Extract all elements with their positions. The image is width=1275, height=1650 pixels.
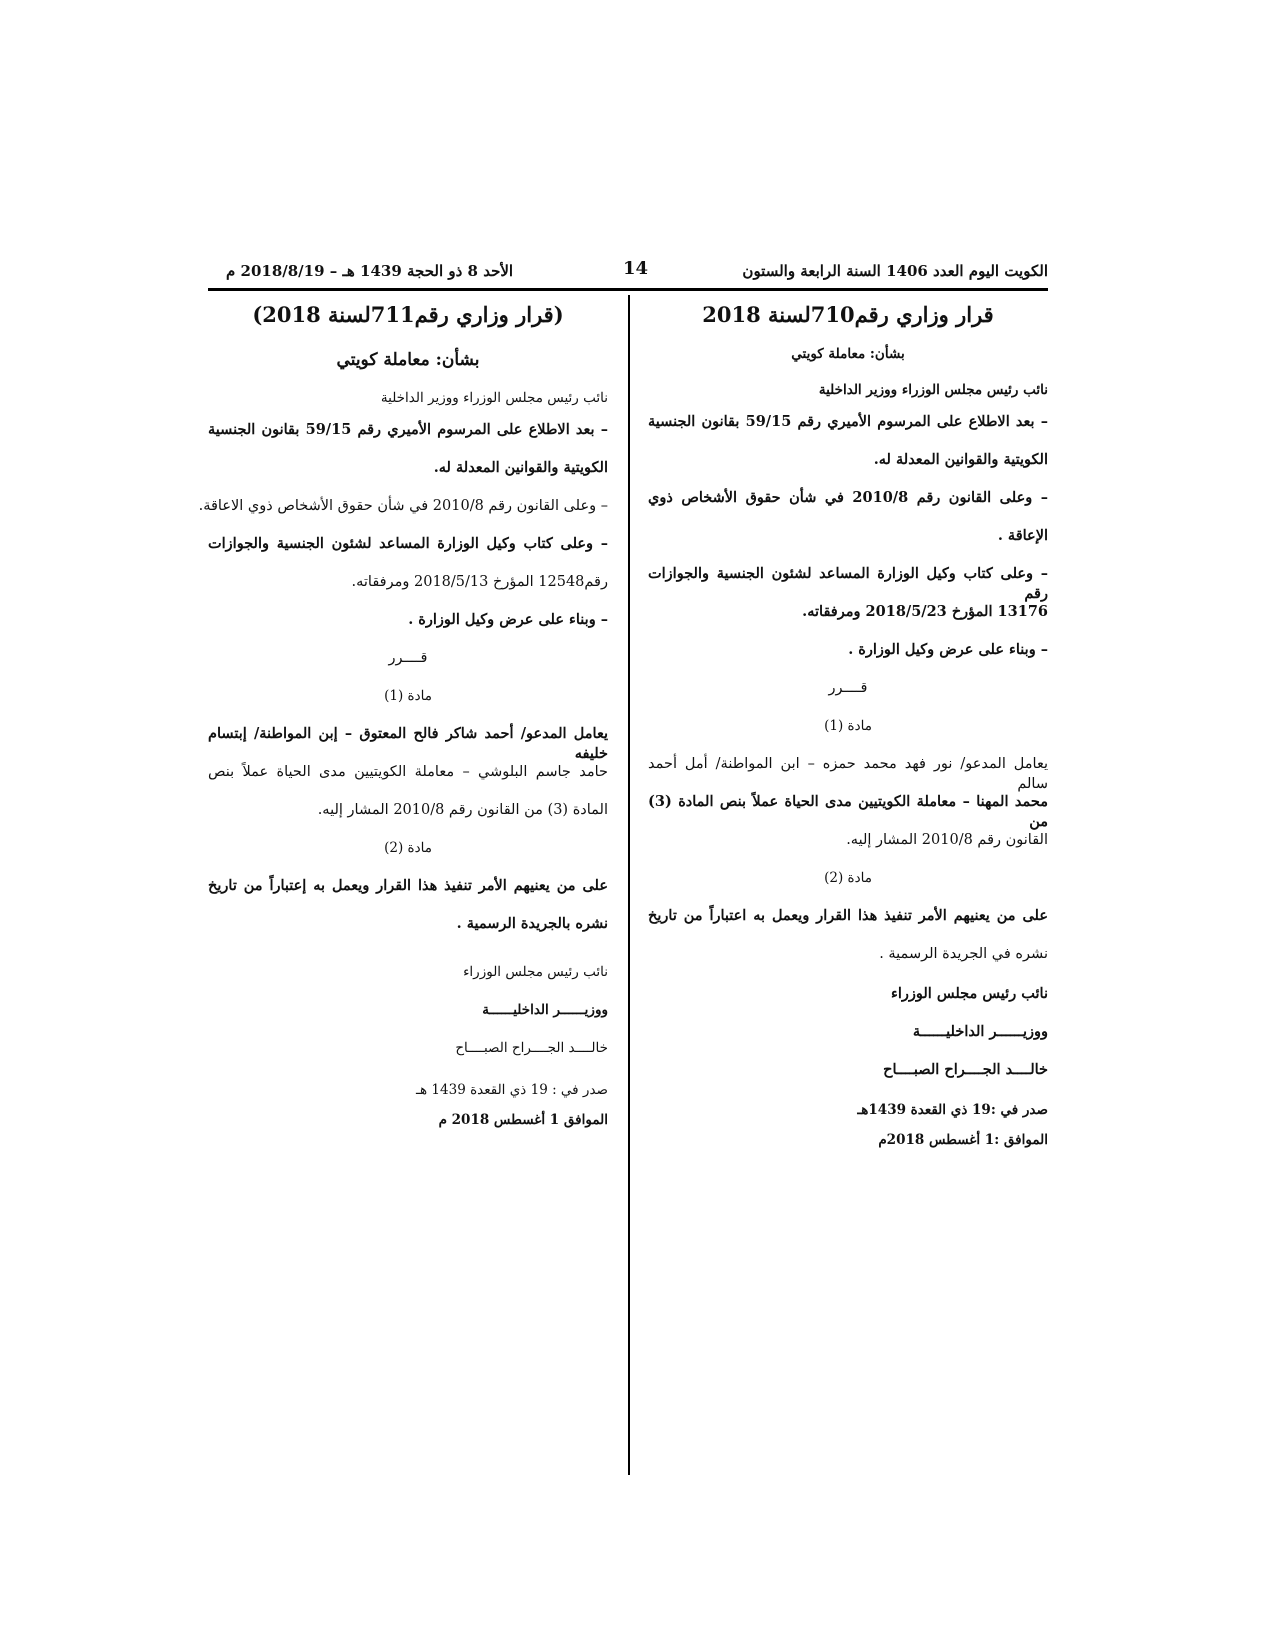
article-1-heading: مادة (1): [824, 718, 872, 734]
decided-heading: قــــرر: [828, 680, 868, 696]
decided-heading: قــــرر: [388, 650, 428, 666]
decision-710-title: قرار وزاري رقم710لسنة 2018: [702, 302, 994, 327]
article-1-line: القانون رقم 2010/8 المشار إليه.: [846, 832, 1048, 848]
recital-line: الإعاقة .: [997, 527, 1048, 544]
article-1-line: محمد المهنا – معاملة الكويتيين مدى الحياة عملاً بنص المادة (3) من: [648, 793, 1048, 830]
decision-710-issuer: نائب رئيس مجلس الوزراء ووزير الداخلية: [818, 382, 1048, 398]
issued-date: صدر في :19 ذي القعدة 1439هـ: [857, 1102, 1048, 1118]
issued-date: صدر في : 19 ذي القعدة 1439 هـ: [416, 1082, 608, 1098]
article-1-heading: مادة (1): [384, 688, 432, 704]
article-2-line: على من يعنيهم الأمر تنفيذ هذا القرار ويعمل به اعتباراً من تاريخ: [648, 907, 1048, 924]
page-header: [208, 258, 1048, 286]
decision-711-issuer: نائب رئيس مجلس الوزراء ووزير الداخلية: [380, 390, 608, 406]
article-2-line: على من يعنيهم الأمر تنفيذ هذا القرار ويعمل به إعتباراً من تاريخ: [208, 877, 608, 894]
decision-711: [198, 300, 609, 1140]
recital-line: الكويتية والقوانين المعدلة له.: [433, 459, 608, 476]
recital-line: – وعلى كتاب وكيل الوزارة المساعد لشئون الجنسية والجوازات: [208, 535, 608, 552]
article-1-line: حامد جاسم البلوشي – معاملة الكويتيين مدى الحياة عملاً بنص: [208, 764, 608, 780]
signature-title: نائب رئيس مجلس الوزراء: [463, 964, 608, 980]
article-1-line: يعامل المدعو/ نور فهد محمد حمزه – ابن المواطنة/ أمل أحمد سالم: [648, 756, 1048, 792]
recital-line: – وبناء على عرض وكيل الوزارة .: [408, 611, 608, 628]
page-number: 14: [623, 258, 649, 279]
signature-title: ووزيــــــر الداخليــــــة: [912, 1023, 1048, 1040]
header-publication-info: الكويت اليوم العدد 1406 السنة الرابعة والستون: [742, 262, 1048, 280]
decision-710: [648, 300, 1048, 1160]
article-2-heading: مادة (2): [384, 840, 432, 856]
recital-line: رقم12548 المؤرخ 2018/5/13 ومرفقاته.: [351, 574, 608, 590]
recital-line: – بعد الاطلاع على المرسوم الأميري رقم 59/15 بقانون الجنسية: [648, 413, 1049, 430]
recital-line: الكويتية والقوانين المعدلة له.: [873, 451, 1048, 468]
article-2-line: نشره بالجريدة الرسمية .: [456, 915, 608, 932]
signature-name: خالــــد الجــــراح الصبــــاح: [455, 1040, 608, 1056]
signature-name: خالــــد الجــــراح الصبــــاح: [883, 1061, 1048, 1078]
recital-line: – وعلى كتاب وكيل الوزارة المساعد لشئون الجنسية والجوازات رقم: [648, 565, 1048, 602]
article-2-heading: مادة (2): [824, 870, 872, 886]
header-date: الأحد 8 ذو الحجة 1439 هـ – 2018/8/19 م: [226, 262, 514, 280]
decision-710-subject: بشأن: معاملة كويتي: [791, 346, 905, 362]
recital-line: – وعلى القانون رقم 2010/8 في شأن حقوق الأشخاص ذوي الاعاقة.: [198, 498, 608, 514]
corresponding-date: الموافق 1 أغسطس 2018 م: [438, 1112, 608, 1128]
recital-line: – وعلى القانون رقم 2010/8 في شأن حقوق الأشخاص ذوي: [648, 489, 1048, 506]
article-2-line: نشره في الجريدة الرسمية .: [879, 946, 1048, 962]
header-rule: [208, 288, 1048, 291]
article-1-line: يعامل المدعو/ أحمد شاكر فالح المعتوق – إبن المواطنة/ إبتسام خليفه: [208, 725, 608, 762]
article-1-line: المادة (3) من القانون رقم 2010/8 المشار إليه.: [317, 802, 608, 818]
recital-line: – وبناء على عرض وكيل الوزارة .: [848, 641, 1048, 658]
corresponding-date: الموافق :1 أغسطس 2018م: [878, 1132, 1048, 1148]
recital-line: 13176 المؤرخ 2018/5/23 ومرفقاته.: [802, 603, 1048, 620]
decision-711-subject: بشأن: معاملة كويتي: [336, 350, 480, 370]
signature-title: نائب رئيس مجلس الوزراء: [891, 985, 1048, 1002]
column-divider: [628, 295, 630, 1475]
signature-title: ووزيــــــر الداخليــــــة: [482, 1002, 608, 1018]
decision-711-title: (قرار وزاري رقم711لسنة 2018): [252, 302, 564, 327]
recital-line: – بعد الاطلاع على المرسوم الأميري رقم 59/15 بقانون الجنسية: [208, 421, 609, 438]
